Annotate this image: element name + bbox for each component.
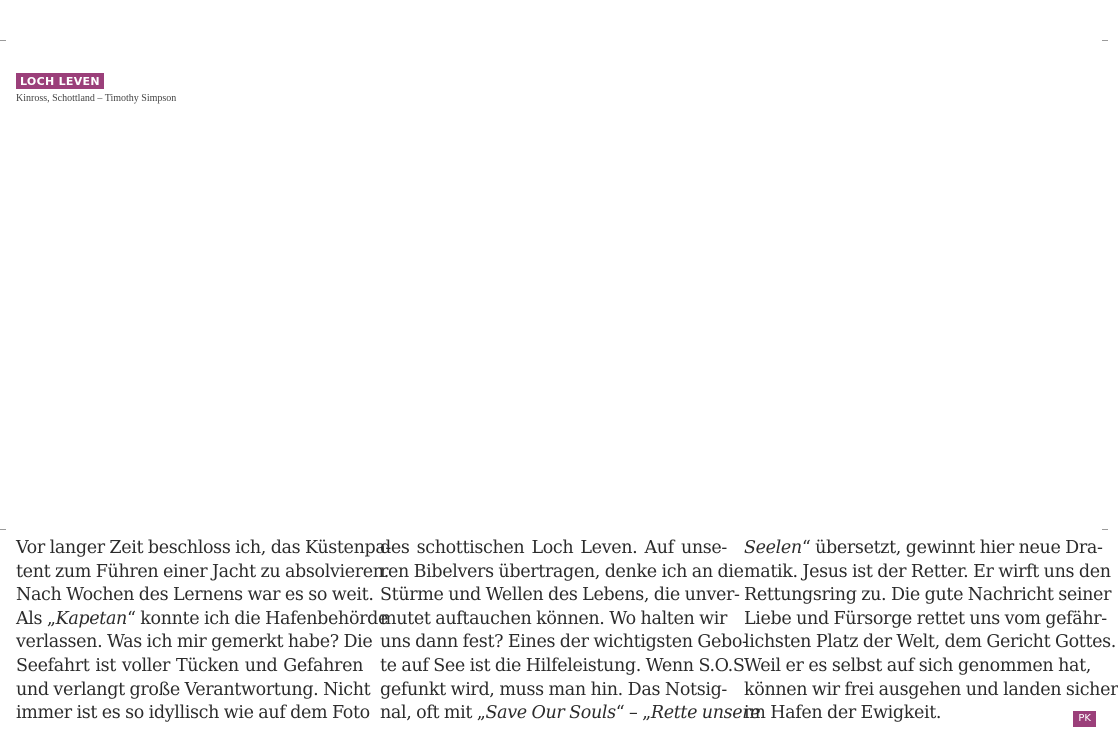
photo-title: LOCH LEVEN bbox=[16, 73, 104, 89]
article-line: Rettungsring zu. Die gute Nachricht seiner bbox=[744, 585, 1112, 606]
article-line: te auf See ist die Hilfeleistung. Wenn S.O.S bbox=[380, 655, 745, 676]
article-column-1 bbox=[16, 537, 391, 733]
article-line: Vor langer Zeit beschloss ich, das Küstenpa- bbox=[16, 538, 391, 558]
crop-mark bbox=[1102, 529, 1108, 530]
article-line: und verlangt große Verantwortung. Nicht bbox=[16, 679, 371, 700]
photo-caption bbox=[16, 70, 176, 104]
article-line: immer ist es so idyllisch wie auf dem Foto bbox=[16, 703, 370, 724]
italic-text: Seelen bbox=[744, 538, 802, 558]
author-badge: PK bbox=[1073, 711, 1096, 727]
article-line: Liebe und Fürsorge rettet uns vom gefähr- bbox=[744, 608, 1107, 629]
italic-text: Kapetan bbox=[55, 608, 127, 629]
article-column-3 bbox=[744, 537, 1118, 733]
article-line: verlassen. Was ich mir gemerkt habe? Die bbox=[16, 632, 373, 653]
article-line: uns dann fest? Eines der wichtigsten Gebo- bbox=[380, 632, 748, 653]
article-line: Weil er es selbst auf sich genommen hat, bbox=[744, 655, 1091, 676]
article-line: Stürme und Wellen des Lebens, die unver- bbox=[380, 585, 740, 606]
article-line: Nach Wochen des Lernens war es so weit. bbox=[16, 585, 374, 606]
article-line: mutet auftauchen können. Wo halten wir bbox=[380, 608, 728, 629]
article-column-2 bbox=[380, 537, 761, 733]
article-line: matik. Jesus ist der Retter. Er wirft uns den bbox=[744, 561, 1111, 582]
article-line: im Hafen der Ewigkeit. bbox=[744, 703, 942, 724]
article-line: Seelen“ übersetzt, gewinnt hier neue Dra- bbox=[744, 538, 1103, 558]
article-body bbox=[16, 537, 1118, 733]
italic-text: Save Our Souls bbox=[485, 703, 616, 724]
italic-text: Rette unsere bbox=[650, 703, 761, 724]
crop-mark bbox=[0, 40, 6, 41]
article-line: können wir frei ausgehen und landen sicher bbox=[744, 679, 1118, 700]
crop-mark bbox=[0, 529, 6, 530]
article-line: ren Bibelvers übertragen, denke ich an die bbox=[380, 561, 744, 582]
article-line: lichsten Platz der Welt, dem Gericht Gottes. bbox=[744, 632, 1117, 653]
article-line: Als „Kapetan“ konnte ich die Hafenbehörde bbox=[16, 608, 389, 629]
article-line: Seefahrt ist voller Tücken und Gefahren bbox=[16, 655, 363, 676]
photo-credit: Kinross, Schottland – Timothy Simpson bbox=[16, 93, 177, 104]
crop-mark bbox=[1102, 40, 1108, 41]
article-line: nal, oft mit „Save Our Souls“ – „Rette unsere bbox=[380, 703, 761, 724]
article-line: gefunkt wird, muss man hin. Das Notsig- bbox=[380, 679, 727, 700]
article-line: des schottischen Loch Leven. Auf unse- bbox=[380, 538, 727, 558]
article-line: tent zum Führen einer Jacht zu absolvieren. bbox=[16, 561, 389, 582]
